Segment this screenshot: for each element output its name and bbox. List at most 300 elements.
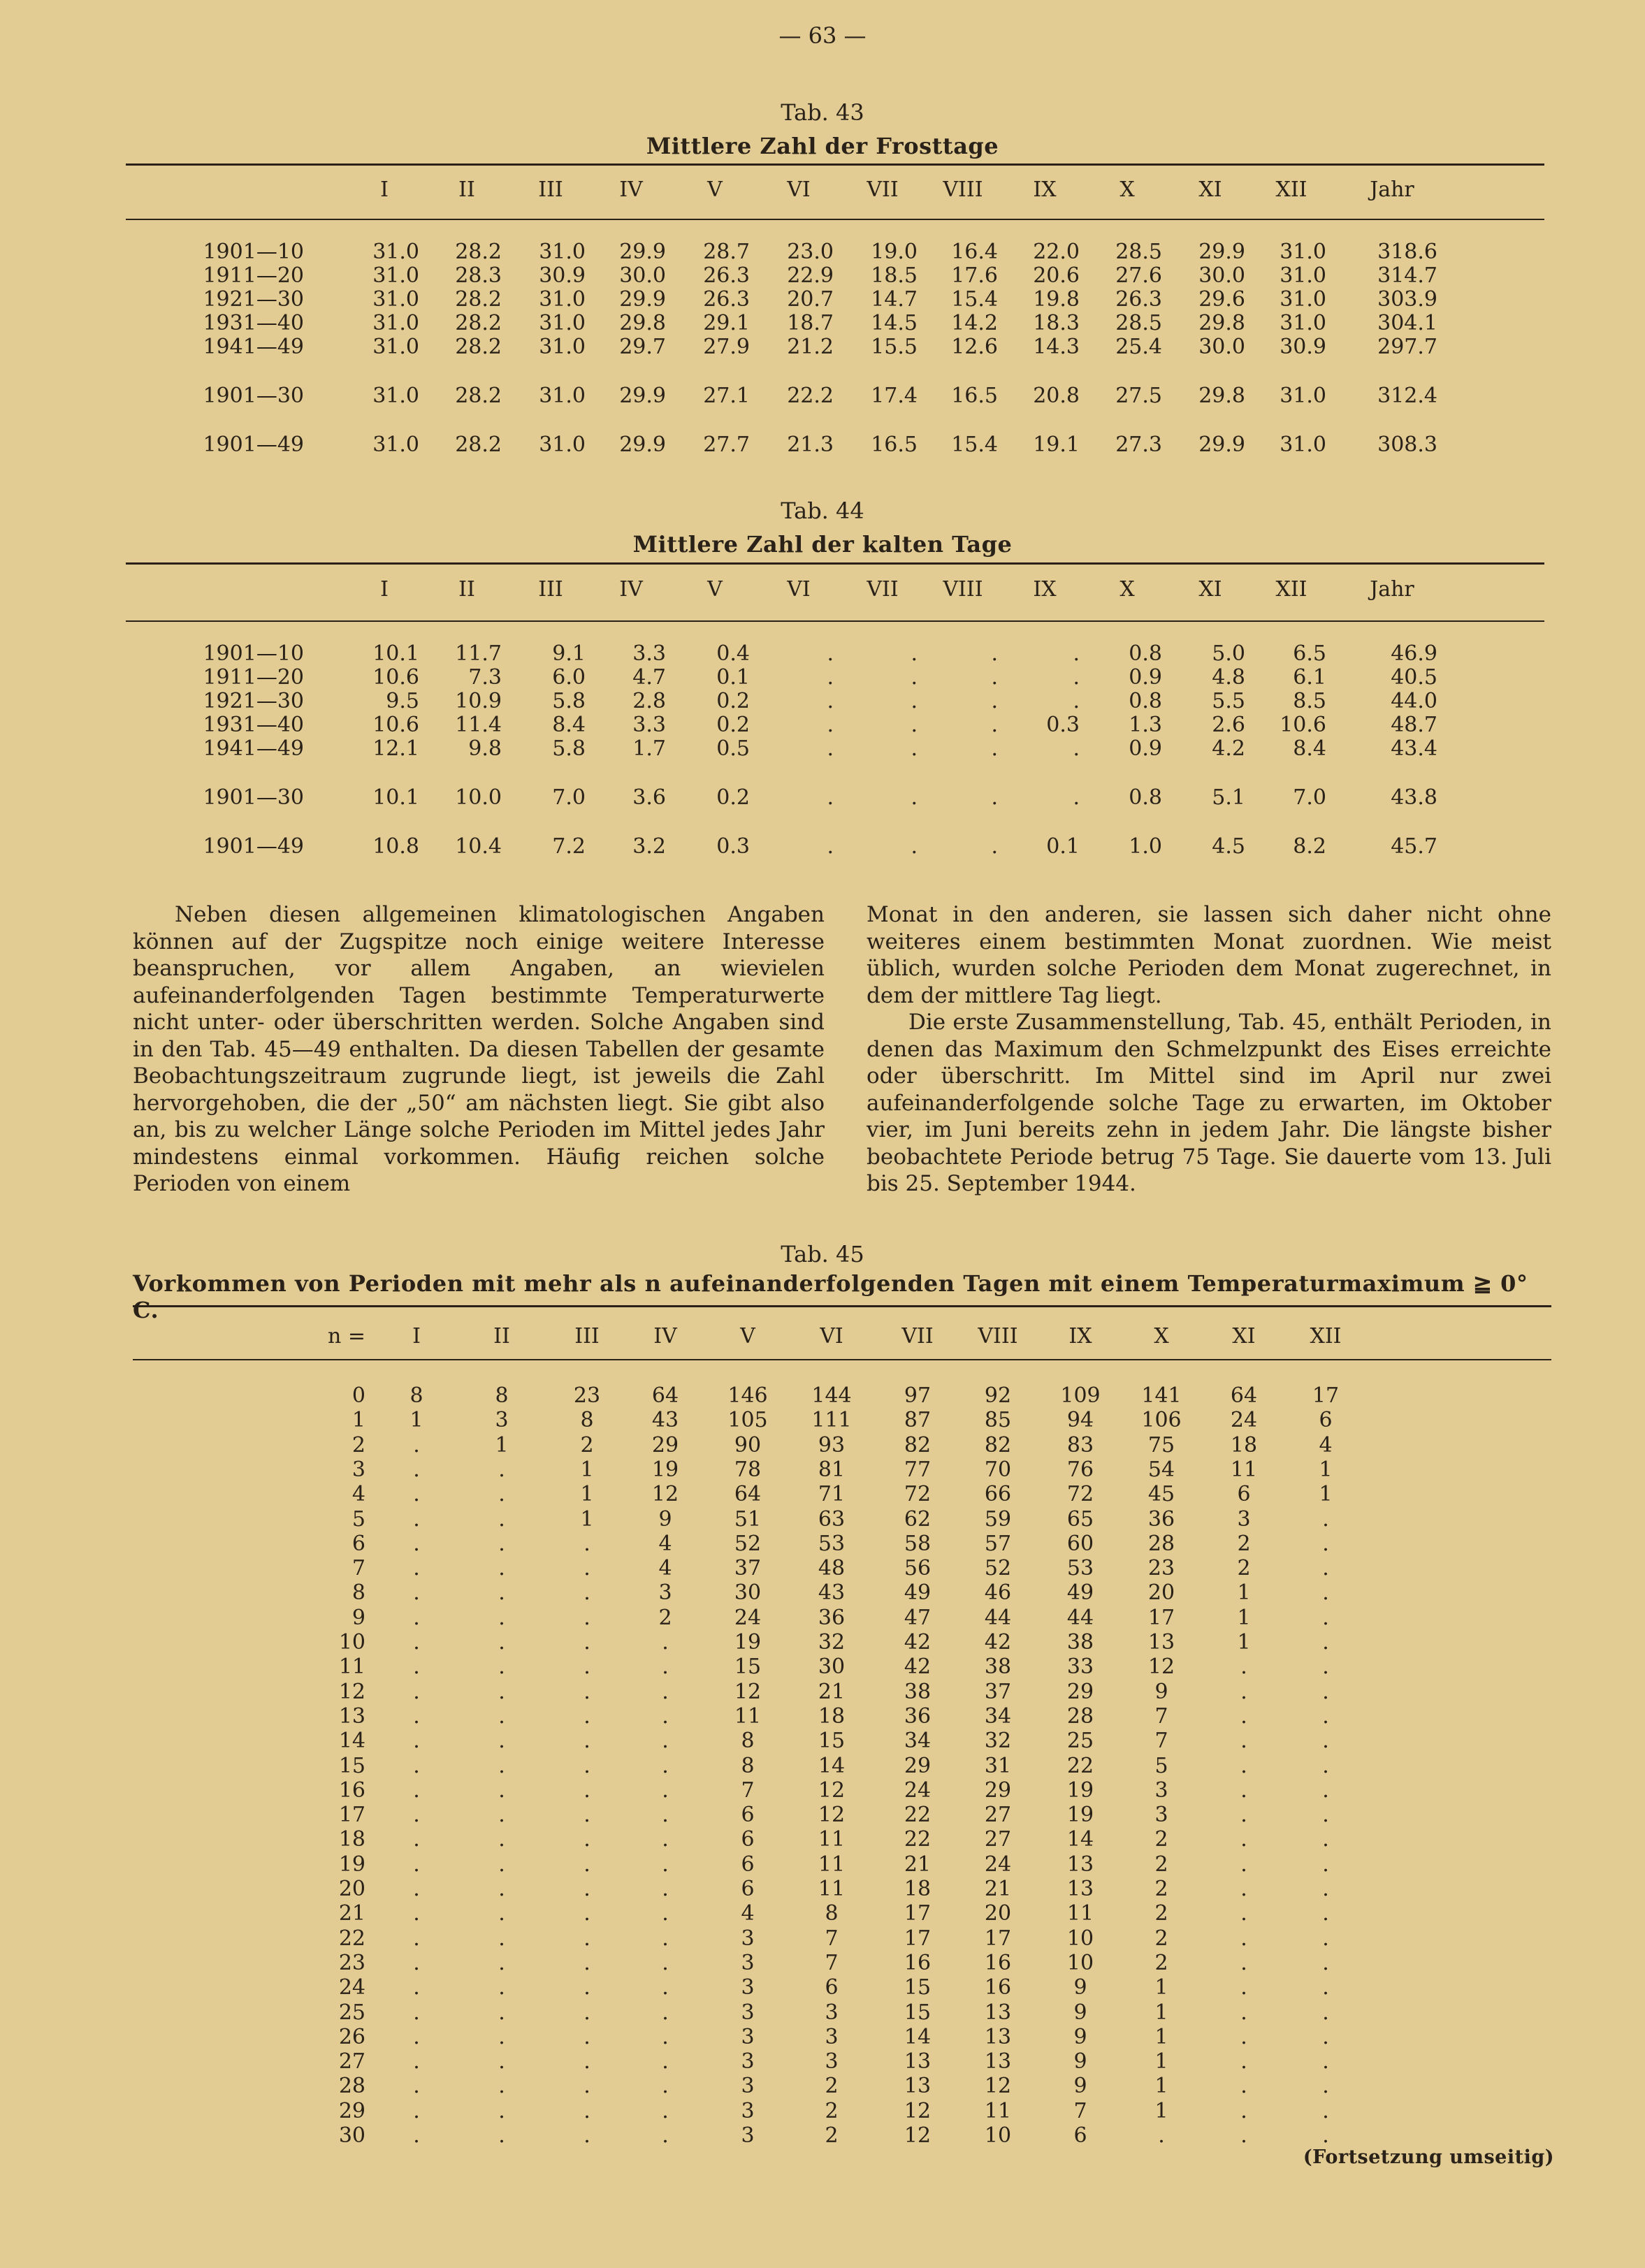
tab45-cell: 2 (1154, 1901, 1168, 1926)
tab44-cell: 2.6 (1212, 713, 1245, 737)
tab44-cell: 6.0 (552, 665, 586, 690)
tab45-cell: . (413, 1482, 420, 1507)
tab44-cell: 10.1 (372, 641, 419, 666)
tab45-cell: . (584, 2000, 590, 2025)
tab45-cell: . (584, 2074, 590, 2099)
tab44-header-cell: IV (619, 577, 643, 602)
left-paragraph: Neben diesen allgemeinen klimatologischen Angaben können auf der Zugspitze noch einige weitere Interesse beanspruchen, vor allem Angaben, an wievielen aufeinanderfolgenden Tagen bestimmte Temperaturwerte nicht unter- oder überschritten werden. Solche Angaben sind in den Tab. 45—49 enthalten. Da diesen Tabellen der gesamte Beobachtungszeitraum zugrunde liegt, ist jeweils die Zahl hervorgehoben, die der „50“ am nächsten liegt. Sie gibt also an, bis zu welcher Länge solche Perioden im Mittel jedes Jahr mindestens einmal vorkommen. Häufig reichen solche Perioden von einem (133, 902, 825, 1196)
tab43-cell: 30.9 (1280, 335, 1326, 359)
tab45-title: Vorkommen von Perioden mit mehr als n aufeinanderfolgenden Tagen mit einem Temperaturmaximum ≧ 0° C. (133, 1270, 1528, 1323)
tab45-cell: 21 (338, 1901, 365, 1926)
tab44-header-cell: VI (787, 577, 811, 602)
tab45-cell: 12 (984, 2074, 1012, 2099)
tab45-cell: . (1322, 2000, 1329, 2025)
tab44-cell: 9.1 (552, 641, 586, 666)
tab44-header-cell: IX (1033, 577, 1057, 602)
tab45-cell: 2 (352, 1432, 365, 1458)
tab45-cell: 18 (338, 1827, 365, 1852)
tab43-cell: 15.4 (951, 432, 998, 457)
tab45-cell: 97 (904, 1383, 932, 1408)
tab45-cell: . (413, 1506, 420, 1532)
tab44-header-cell: II (458, 577, 475, 602)
tab45-cell: 3 (741, 1926, 755, 1951)
tab45-cell: 42 (904, 1630, 932, 1655)
tab45-cell: 3 (1237, 1506, 1251, 1532)
tab45-cell: . (1240, 1975, 1247, 2000)
tab45-cell: . (584, 1926, 590, 1951)
tab44-cell: 43.4 (1391, 736, 1437, 761)
tab45-cell: 16 (904, 1950, 932, 1975)
tab45-cell: . (662, 2074, 669, 2099)
tab45-cell: . (498, 1803, 505, 1828)
tab45-cell: . (413, 1457, 420, 1482)
tab44-cell: . (911, 834, 918, 859)
tab45-cell: 11 (984, 2098, 1012, 2123)
tab44-cell: 4.5 (1212, 834, 1245, 859)
tab45-cell: 71 (818, 1482, 846, 1507)
tab45-cell: . (662, 2098, 669, 2123)
tab45-cell: 9 (1073, 2074, 1087, 2099)
tab44-cell: 8.4 (1293, 736, 1326, 761)
tab45-cell: . (498, 2098, 505, 2123)
tab45-cell: 70 (984, 1457, 1012, 1482)
tab43-cell: 303.9 (1377, 287, 1437, 312)
tab45-cell: 64 (734, 1482, 762, 1507)
tab45-cell: . (584, 2049, 590, 2074)
tab45-cell: . (1322, 1556, 1329, 1581)
tab45-cell: 4 (658, 1531, 672, 1556)
tab45-cell: 1 (495, 1432, 509, 1458)
tab45-cell: 7 (1154, 1703, 1168, 1729)
tab45-cell: 28 (338, 2074, 365, 2099)
tab44-cell: 1.7 (632, 736, 666, 761)
tab45-cell: 7 (352, 1556, 365, 1581)
tab44-cell: 5.8 (552, 689, 586, 713)
tab45-cell: . (1322, 1975, 1329, 2000)
tab43-cell: 25.4 (1115, 335, 1162, 359)
tab45-cell: 21 (904, 1852, 932, 1877)
tab45-cell: . (662, 1753, 669, 1778)
tab45-cell: . (498, 2123, 505, 2148)
tab45-cell: 1 (1319, 1457, 1333, 1482)
tab45-cell: 29 (1066, 1679, 1094, 1704)
tab45-cell: 10 (1066, 1926, 1094, 1951)
tab45-cell: 44 (1066, 1605, 1094, 1630)
tab45-cell: . (1240, 1852, 1247, 1877)
tab45-cell: . (498, 1556, 505, 1581)
tab45-cell: . (1322, 2074, 1329, 2099)
tab45-cell: . (1322, 1901, 1329, 1926)
tab44-cell: . (991, 834, 998, 859)
tab43-header-cell: III (538, 177, 563, 202)
tab44-header-cell: Jahr (1370, 577, 1414, 602)
tab45-cell: 9 (1073, 2024, 1087, 2049)
tab44-cell: . (827, 665, 834, 690)
tab45-cell: . (413, 1827, 420, 1852)
tab45-cell: . (662, 1926, 669, 1951)
tab44-header-cell: VII (867, 577, 899, 602)
tab45-cell: 11 (818, 1877, 846, 1901)
tab43-cell: 1901—30 (203, 384, 304, 408)
tab45-cell: . (498, 1457, 505, 1482)
tab44-cell: 10.1 (372, 785, 419, 810)
tab45-cell: 56 (904, 1556, 932, 1581)
tab43-cell: 14.3 (1033, 335, 1080, 359)
tab45-cell: 23 (573, 1383, 601, 1408)
tab44-cell: . (991, 736, 998, 761)
tab45-cell: 12 (338, 1679, 365, 1704)
tab45-cell: 8 (741, 1729, 755, 1754)
tab45-cell: 9 (352, 1605, 365, 1630)
tab45-cell: . (1240, 2098, 1247, 2123)
tab45-cell: 5 (1154, 1753, 1168, 1778)
tab44-cell: . (827, 834, 834, 859)
tab45-cell: 2 (1154, 1827, 1168, 1852)
tab43-cell: 16.4 (951, 240, 998, 264)
tab44-cell: . (911, 785, 918, 810)
tab43-cell: 28.2 (455, 240, 502, 264)
tab45-cell: . (1322, 1580, 1329, 1606)
tab45-cell: 62 (904, 1506, 932, 1532)
tab44-cell: 6.5 (1293, 641, 1326, 666)
tab45-cell: . (1322, 1827, 1329, 1852)
tab45-cell: 19 (734, 1630, 762, 1655)
tab45-cell: . (498, 1877, 505, 1901)
tab45-cell: 19 (1066, 1803, 1094, 1828)
tab45-cell: 20 (984, 1901, 1012, 1926)
tab45-cell: . (662, 1803, 669, 1828)
tab45-cell: . (413, 1580, 420, 1606)
tab45-cell: 24 (1230, 1408, 1258, 1433)
tab43-cell: 30.0 (1198, 335, 1245, 359)
right-paragraph-2: Die erste Zusammenstellung, Tab. 45, enthält Perioden, in denen das Maximum den Schmelzpunkt des Eises erreichte oder überschritt. Im Mittel sind im April nur zwei aufeinanderfolgende solche Tage zu erwarten, im Oktober vier, im Juni bereits zehn in jedem Jahr. Die längste bisher beobachtete Periode betrug 75 Tage. Sie dauerte vom 13. Juli bis 25. September 1944. (867, 1010, 1551, 1196)
tab45-cell: 13 (338, 1703, 365, 1729)
tab45-cell: 2 (658, 1605, 672, 1630)
tab45-cell: . (1240, 2024, 1247, 2049)
tab45-cell: . (584, 2098, 590, 2123)
tab43-cell: 1921—30 (203, 287, 304, 312)
tab45-cell: 12 (818, 1803, 846, 1828)
tab45-cell: . (498, 1679, 505, 1704)
tab45-cell: 36 (1147, 1506, 1175, 1532)
tab43-header-cell: X (1119, 177, 1135, 202)
tab43-cell: 28.2 (455, 432, 502, 457)
tab45-cell: 15 (338, 1753, 365, 1778)
tab45-cell: . (1240, 1703, 1247, 1729)
tab45-cell: . (584, 1605, 590, 1630)
tab44-cell: . (1073, 689, 1080, 713)
tab45-cell: . (662, 1950, 669, 1975)
tab45-cell: . (1240, 1655, 1247, 1680)
tab45-cell: . (498, 1506, 505, 1532)
tab45-cell: 45 (1147, 1482, 1175, 1507)
tab45-cell: 2 (825, 2123, 839, 2148)
tab45-cell: 28 (1147, 1531, 1175, 1556)
tab43-cell: 318.6 (1377, 240, 1437, 264)
tab45-cell: 87 (904, 1408, 932, 1433)
tab45-cell: 24 (984, 1852, 1012, 1877)
tab43-cell: 20.6 (1033, 263, 1080, 288)
tab43-cell: 16.5 (871, 432, 918, 457)
tab45-cell: . (1240, 2123, 1247, 2148)
tab43-cell: 17.4 (871, 384, 918, 408)
tab44-cell: 9.8 (468, 736, 502, 761)
tab45-cell: 17 (1312, 1383, 1340, 1408)
tab45-header-cell: V (740, 1324, 755, 1349)
tab45-cell: 12 (904, 2123, 932, 2148)
tab43-cell: 31.0 (1280, 240, 1326, 264)
tab45-cell: 17 (1147, 1605, 1175, 1630)
tab45-cell: . (1240, 1803, 1247, 1828)
tab45-header-cell: IX (1068, 1324, 1092, 1349)
tab44-cell: 2.8 (632, 689, 666, 713)
tab45-cell: 9 (658, 1506, 672, 1532)
tab45-cell: . (584, 1803, 590, 1828)
tab44-cell: . (911, 713, 918, 737)
tab44-cell: 7.3 (468, 665, 502, 690)
tab45-cell: 8 (352, 1580, 365, 1606)
tab45-cell: . (662, 1655, 669, 1680)
tab45-cell: 19 (1066, 1778, 1094, 1803)
tab45-cell: 15 (734, 1655, 762, 1680)
tab43-label: Tab. 43 (781, 99, 864, 126)
tab45-cell: 27 (338, 2049, 365, 2074)
tab45-cell: 37 (734, 1556, 762, 1581)
tab45-cell: 58 (904, 1531, 932, 1556)
tab45-cell: 6 (1237, 1482, 1251, 1507)
tab45-cell: 29 (651, 1432, 679, 1458)
tab45-cell: 72 (1066, 1482, 1094, 1507)
tab45-cell: . (1240, 1729, 1247, 1754)
tab45-cell: 29 (338, 2098, 365, 2123)
tab45-cell: 20 (338, 1877, 365, 1901)
tab45-cell: . (498, 1753, 505, 1778)
tab43-cell: 26.3 (1115, 287, 1162, 312)
tab43-header-cell: II (458, 177, 475, 202)
tab45-cell: . (662, 1703, 669, 1729)
tab45-cell: . (413, 1703, 420, 1729)
tab45-cell: 12 (1147, 1655, 1175, 1680)
tab45-cell: . (584, 1655, 590, 1680)
tab43-header-cell: V (707, 177, 723, 202)
tab43-cell: 28.2 (455, 384, 502, 408)
tab43-cell: 29.6 (1198, 287, 1245, 312)
tab45-cell: 106 (1141, 1408, 1182, 1433)
tab45-cell: 3 (741, 1950, 755, 1975)
tab45-cell: 3 (825, 2024, 839, 2049)
tab43-cell: 1941—49 (203, 335, 304, 359)
tab45-cell: 2 (825, 2098, 839, 2123)
tab45-cell: . (498, 1703, 505, 1729)
tab45-cell: . (413, 1531, 420, 1556)
tab45-cell: 12 (734, 1679, 762, 1704)
tab44-cell: 5.0 (1212, 641, 1245, 666)
tab44-cell: 1921—30 (203, 689, 304, 713)
tab45-cell: . (1322, 1506, 1329, 1532)
tab45-cell: 1 (1154, 1975, 1168, 2000)
tab45-cell: . (584, 1827, 590, 1852)
tab43-cell: 31.0 (372, 240, 419, 264)
tab43-cell: 22.2 (787, 384, 834, 408)
tab45-cell: 34 (984, 1703, 1012, 1729)
tab45-cell: 85 (984, 1408, 1012, 1433)
tab45-header-cell: X (1154, 1324, 1169, 1349)
tab44-cell: 0.4 (716, 641, 750, 666)
tab45-cell: 3 (658, 1580, 672, 1606)
tab45-cell: 22 (338, 1926, 365, 1951)
tab45-cell: 93 (818, 1432, 846, 1458)
tab43-cell: 29.8 (619, 311, 666, 335)
tab45-cell: 6 (741, 1852, 755, 1877)
tab43-cell: 1901—49 (203, 432, 304, 457)
tab45-cell: 49 (1066, 1580, 1094, 1606)
tab45-cell: . (1158, 2123, 1165, 2148)
tab45-cell: 3 (495, 1408, 509, 1433)
tab44-cell: 3.2 (632, 834, 666, 859)
tab43-cell: 27.1 (703, 384, 750, 408)
tab45-cell: . (1322, 1531, 1329, 1556)
tab44-cell: 3.6 (632, 785, 666, 810)
tab45-cell: 28 (1066, 1703, 1094, 1729)
tab45-cell: 19 (651, 1457, 679, 1482)
tab43-cell: 20.8 (1033, 384, 1080, 408)
tab45-cell: . (1240, 1950, 1247, 1975)
tab45-cell: . (1240, 1753, 1247, 1778)
tab45-cell: 11 (338, 1655, 365, 1680)
tab43-title: Mittlere Zahl der Frosttage (646, 133, 999, 159)
tab45-cell: . (413, 1803, 420, 1828)
tab45-cell: 141 (1141, 1383, 1182, 1408)
tab45-cell: 146 (727, 1383, 768, 1408)
tab45-cell: . (662, 1852, 669, 1877)
tab44-cell: 0.3 (716, 834, 750, 859)
tab45-cell: 53 (818, 1531, 846, 1556)
tab45-cell: 14 (338, 1729, 365, 1754)
tab45-cell: 22 (904, 1803, 932, 1828)
tab45-cell: . (1322, 1778, 1329, 1803)
tab45-cell: 105 (727, 1408, 768, 1433)
tab45-cell: . (1240, 1877, 1247, 1901)
tab45-cell: 4 (1319, 1432, 1333, 1458)
tab44-cell: 0.1 (716, 665, 750, 690)
tab45-cell: . (1322, 1605, 1329, 1630)
tab44-cell: . (827, 641, 834, 666)
tab44-cell: . (911, 665, 918, 690)
tab45-cell: 17 (984, 1926, 1012, 1951)
tab45-label: Tab. 45 (781, 1241, 864, 1267)
tab45-cell: 9 (1154, 1679, 1168, 1704)
tab45-cell: . (662, 1877, 669, 1901)
tab43-cell: 26.3 (703, 263, 750, 288)
tab44-cell: 10.6 (372, 713, 419, 737)
tab45-cell: . (1322, 1655, 1329, 1680)
tab43-cell: 19.1 (1033, 432, 1080, 457)
tab45-cell: 43 (818, 1580, 846, 1606)
tab44-cell: . (827, 785, 834, 810)
tab43-cell: 31.0 (372, 432, 419, 457)
tab45-cell: 11 (1230, 1457, 1258, 1482)
tab45-cell: 2 (1154, 1950, 1168, 1975)
tab44-header-cell: VIII (943, 577, 983, 602)
tab45-cell: 34 (904, 1729, 932, 1754)
tab45-cell: 16 (338, 1778, 365, 1803)
tab45-cell: 43 (651, 1408, 679, 1433)
tab44-cell: 12.1 (372, 736, 419, 761)
tab45-cell: 2 (1154, 1852, 1168, 1877)
tab43-cell: 29.1 (703, 311, 750, 335)
tab43-cell: 31.0 (1280, 432, 1326, 457)
tab45-cell: 3 (741, 1975, 755, 2000)
tab44-cell: 0.2 (716, 785, 750, 810)
tab43-cell: 31.0 (539, 335, 586, 359)
tab45-cell: 17 (904, 1926, 932, 1951)
tab45-cell: . (662, 2000, 669, 2025)
tab45-cell: 25 (338, 2000, 365, 2025)
tab45-cell: . (584, 1877, 590, 1901)
tab45-cell: . (662, 2123, 669, 2148)
tab45-cell: 9 (1073, 2049, 1087, 2074)
tab45-cell: . (498, 2074, 505, 2099)
tab44-cell: 7.0 (552, 785, 586, 810)
tab45-cell: . (498, 1580, 505, 1606)
tab45-cell: 1 (1154, 2049, 1168, 2074)
tab45-cell: 47 (904, 1605, 932, 1630)
tab45-cell: 8 (741, 1753, 755, 1778)
tab45-cell: . (1322, 1803, 1329, 1828)
tab45-cell: . (413, 1556, 420, 1581)
tab45-cell: 8 (580, 1408, 594, 1433)
tab45-cell: 8 (825, 1901, 839, 1926)
tab43-cell: 19.8 (1033, 287, 1080, 312)
tab45-cell: 6 (1073, 2123, 1087, 2148)
tab45-cell: 30 (818, 1655, 846, 1680)
tab45-cell: 52 (734, 1531, 762, 1556)
tab44-cell: . (827, 713, 834, 737)
tab45-cell: 29 (904, 1753, 932, 1778)
tab45-cell: 38 (984, 1655, 1012, 1680)
tab43-header-cell: I (380, 177, 389, 202)
tab44-cell: 44.0 (1391, 689, 1437, 713)
tab45-cell: 14 (818, 1753, 846, 1778)
tab45-cell: . (1240, 2049, 1247, 2074)
tab45-header-cell: XII (1310, 1324, 1342, 1349)
tab45-cell: . (413, 2123, 420, 2148)
tab45-cell: . (1240, 1901, 1247, 1926)
tab45-cell: 20 (1147, 1580, 1175, 1606)
tab45-cell: 3 (1154, 1803, 1168, 1828)
tab45-cell: . (1322, 1729, 1329, 1754)
tab45-cell: 6 (1319, 1408, 1333, 1433)
tab45-cell: 10 (984, 2123, 1012, 2148)
tab43-cell: 23.0 (787, 240, 834, 264)
tab45-cell: 15 (904, 1975, 932, 2000)
tab45-cell: 27 (984, 1827, 1012, 1852)
tab45-cell: 82 (984, 1432, 1012, 1458)
tab44-header-cell: V (707, 577, 723, 602)
tab44-cell: . (827, 689, 834, 713)
tab45-cell: 27 (984, 1803, 1012, 1828)
tab44-cell: 1911—20 (203, 665, 304, 690)
tab45-cell: 92 (984, 1383, 1012, 1408)
tab45-cell: . (584, 1729, 590, 1754)
tab45-cell: 17 (338, 1803, 365, 1828)
tab43-cell: 297.7 (1377, 335, 1437, 359)
tab43-cell: 15.4 (951, 287, 998, 312)
tab44-cell: 0.1 (1046, 834, 1080, 859)
tab43-header-cell: XII (1275, 177, 1307, 202)
tab45-cell: 33 (1066, 1655, 1094, 1680)
tab45-cell: . (413, 1778, 420, 1803)
